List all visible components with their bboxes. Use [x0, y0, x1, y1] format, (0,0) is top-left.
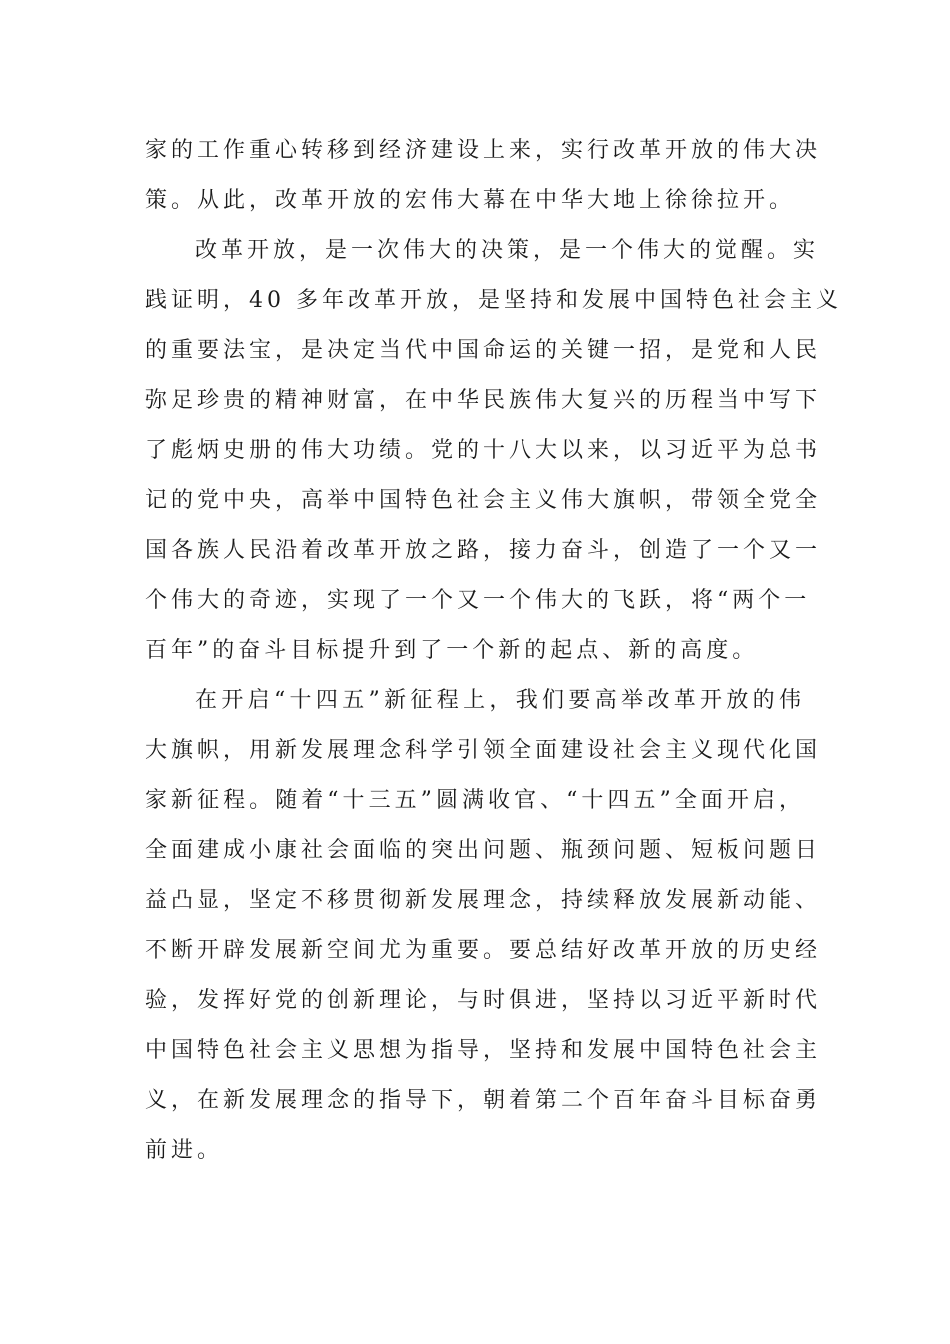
- text-line: 百年”的奋斗目标提升到了一个新的起点、新的高度。: [145, 638, 759, 663]
- text-line: 改革开放，是一次伟大的决策，是一个伟大的觉醒。实: [195, 238, 820, 263]
- paragraph-1: [145, 126, 822, 226]
- text-line: 个伟大的奇迹，实现了一个又一个伟大的飞跃，将“两个一: [145, 588, 811, 613]
- text-line: 策。从此，改革开放的宏伟大幕在中华大地上徐徐拉开。: [145, 188, 796, 213]
- text-line: 前进。: [145, 1138, 224, 1163]
- text-line: 记的党中央，高举中国特色社会主义伟大旗帜，带领全党全: [145, 488, 822, 513]
- text-line: 验，发挥好党的创新理论，与时俱进，坚持以习近平新时代: [145, 988, 822, 1013]
- text-line: 的重要法宝，是决定当代中国命运的关键一招，是党和人民: [145, 338, 822, 363]
- text-line: 义，在新发展理念的指导下，朝着第二个百年奋斗目标奋勇: [145, 1088, 822, 1113]
- text-line: 弥足珍贵的精神财富，在中华民族伟大复兴的历程当中写下: [145, 388, 822, 413]
- text-line: 中国特色社会主义思想为指导，坚持和发展中国特色社会主: [145, 1038, 822, 1063]
- text-line: 了彪炳史册的伟大功绩。党的十八大以来，以习近平为总书: [145, 438, 822, 463]
- paragraph-2: [145, 226, 842, 676]
- text-line: 家新征程。随着“十三五”圆满收官、“十四五”全面开启，: [145, 788, 805, 813]
- text-line: 国各族人民沿着改革开放之路，接力奋斗，创造了一个又一: [145, 538, 822, 563]
- paragraph-3: [145, 676, 822, 1176]
- text-line: 全面建成小康社会面临的突出问题、瓶颈问题、短板问题日: [145, 838, 822, 863]
- text-line: 家的工作重心转移到经济建设上来，实行改革开放的伟大决: [145, 138, 822, 163]
- text-line: 在开启“十四五”新征程上，我们要高举改革开放的伟: [195, 688, 805, 713]
- text-line: 不断开辟发展新空间尤为重要。要总结好改革开放的历史经: [145, 938, 822, 963]
- text-line: 践证明，40 多年改革开放，是坚持和发展中国特色社会主义: [145, 288, 842, 313]
- text-line: 益凸显，坚定不移贯彻新发展理念，持续释放发展新动能、: [145, 888, 822, 913]
- text-line: 大旗帜，用新发展理念科学引领全面建设社会主义现代化国: [145, 738, 822, 763]
- document-body: [145, 126, 842, 1176]
